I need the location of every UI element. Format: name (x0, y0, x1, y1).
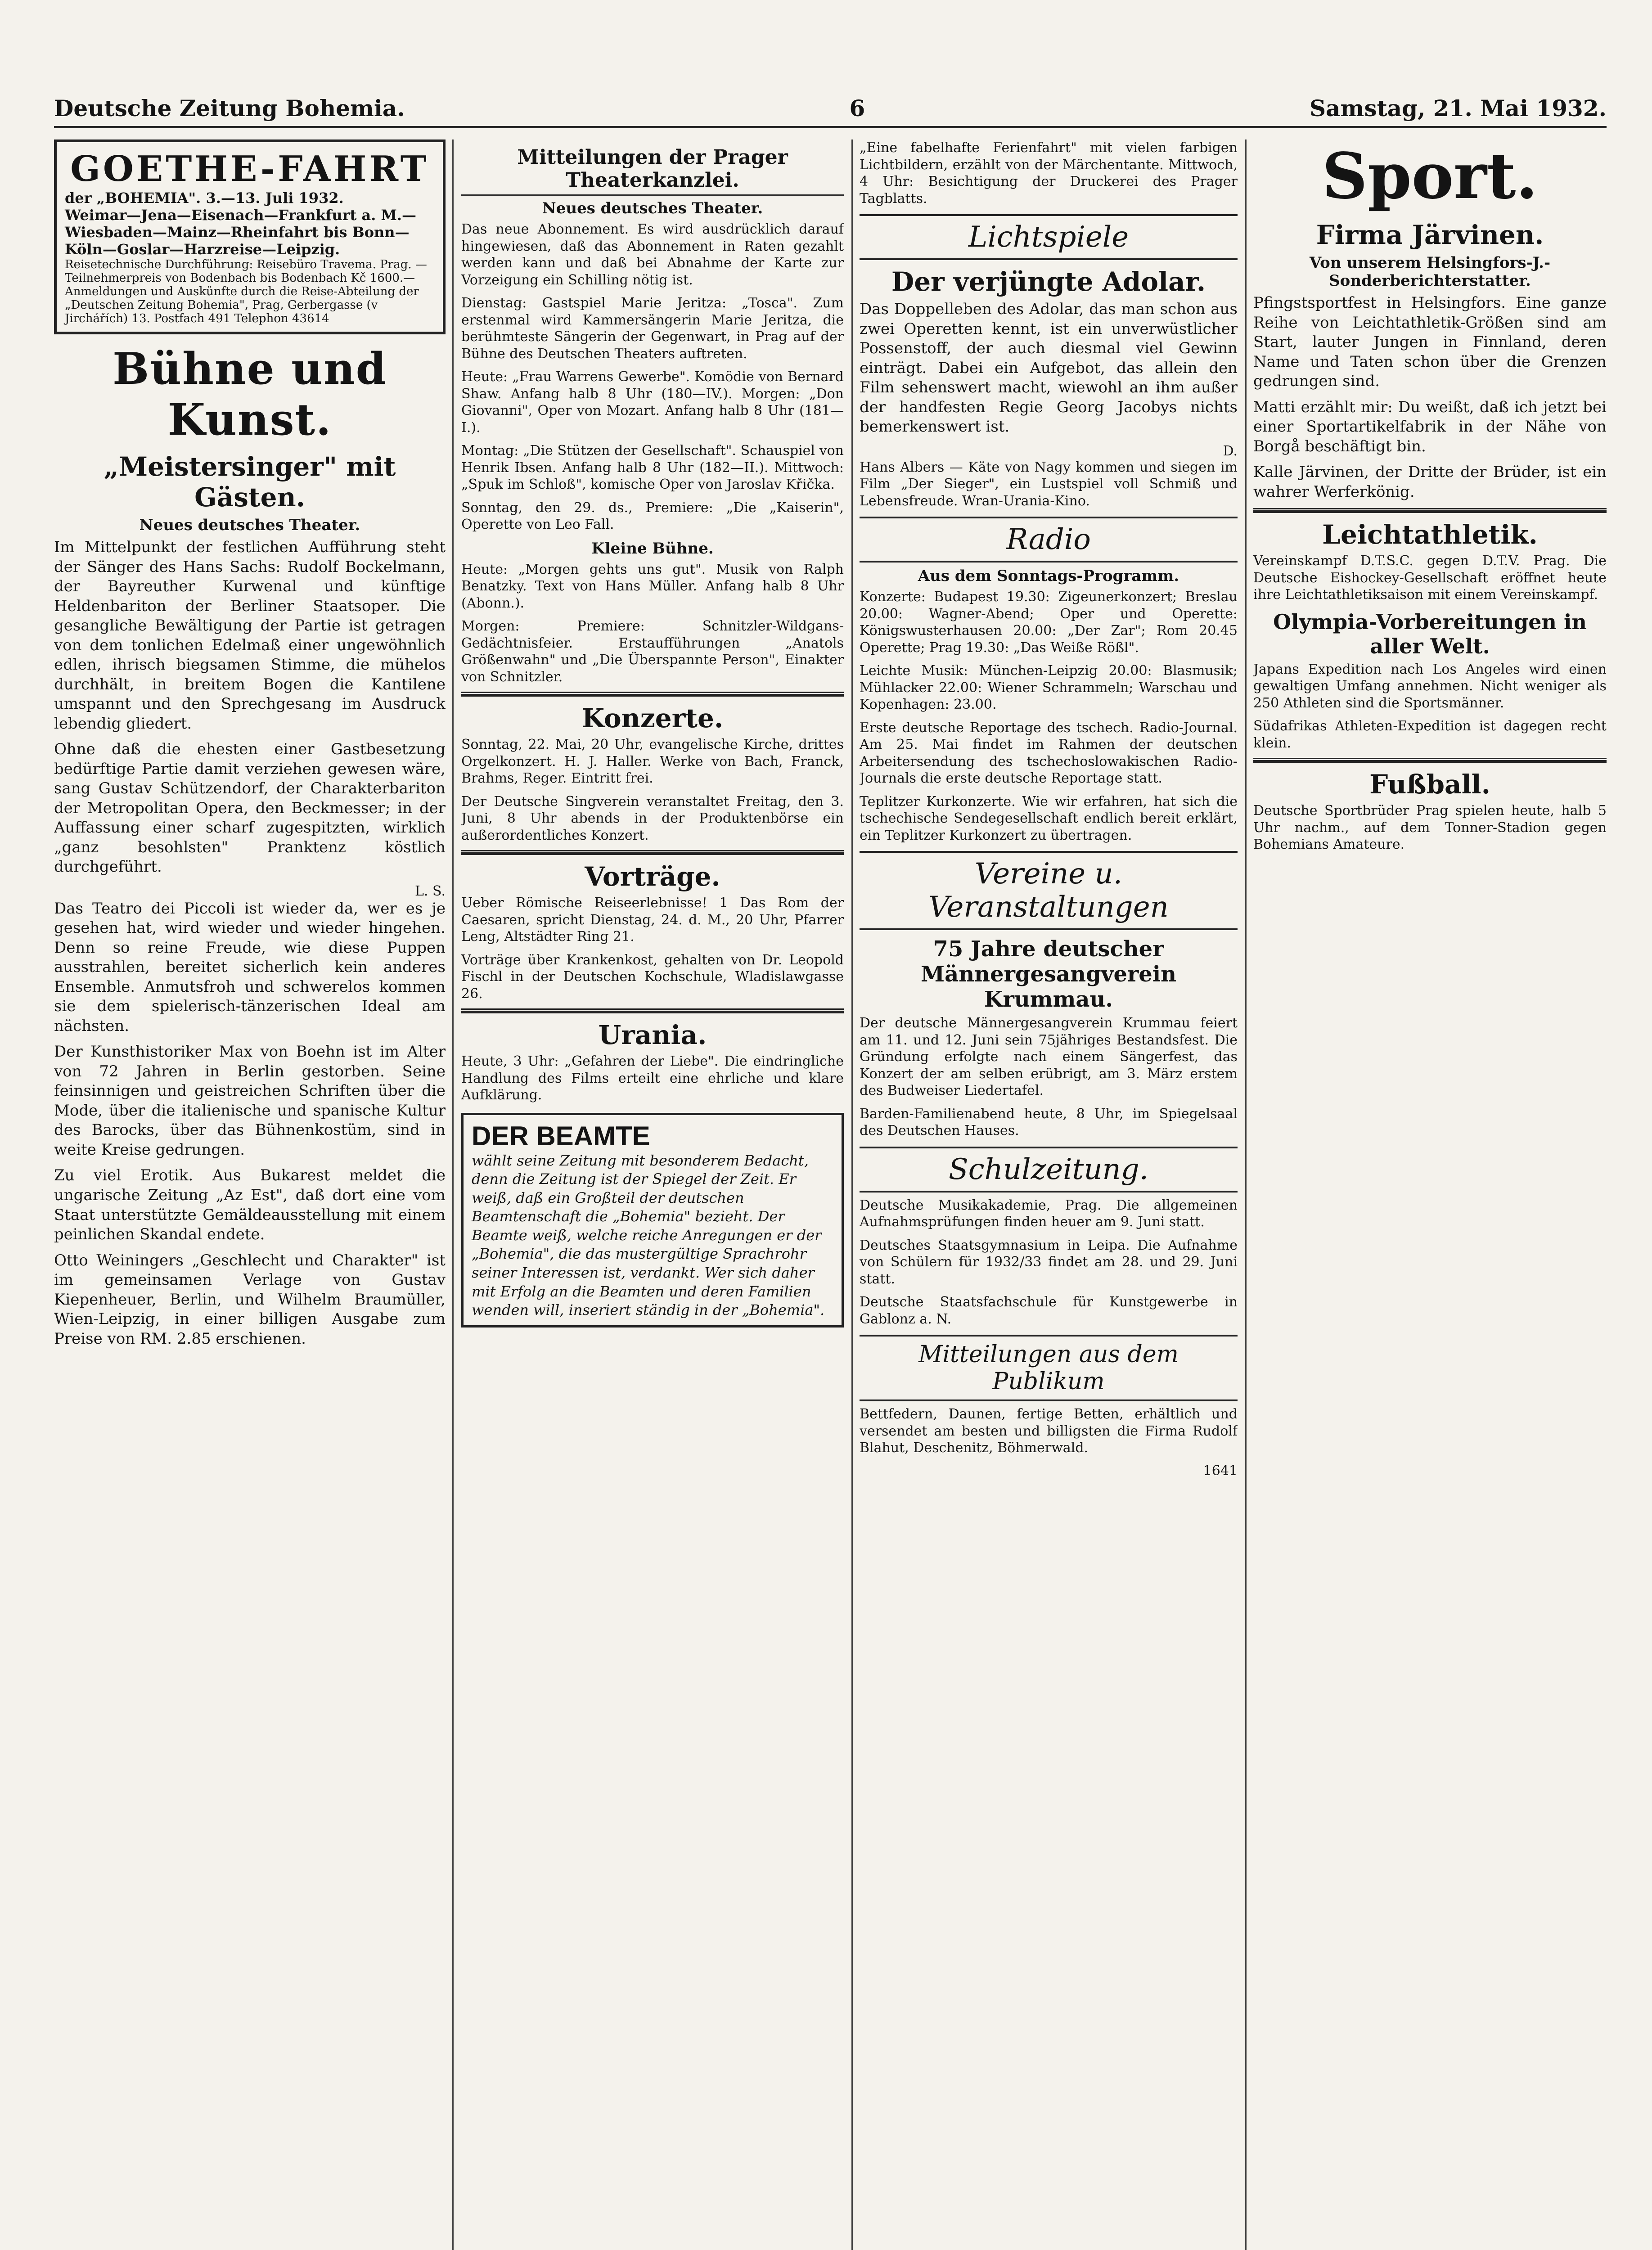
newspaper-page (54, 54, 1607, 2250)
article-headline: Der verjüngte Adolar. (891, 266, 1206, 297)
article-subhead: Von unserem Helsingfors-J.-Sonderberichterstatter. (1309, 254, 1551, 290)
notice-paragraph: Montag: „Die Stützen der Gesellschaft". Schauspiel von Henrik Ibsen. Anfang halb 8 Uhr (182—II.). Mittwoch: „Spuk im Schloß", komische Oper von Jaroslav Křička. (461, 443, 844, 492)
article-paragraph: Kalle Järvinen, der Dritte der Brüder, ist ein wahrer Werferkönig. (1253, 463, 1607, 501)
article-headline: „Meistersinger" mit Gästen. (104, 451, 396, 513)
section-title: Vorträge. (585, 861, 720, 892)
article-paragraph: Matti erzählt mir: Du weißt, daß ich jetzt bei einer Sportartikelfabrik in der Nähe von Borgå beschäftigt bin. (1253, 398, 1607, 455)
column-2 (461, 140, 844, 2250)
article-headline: Olympia-Vorbereitungen in aller Welt. (1273, 609, 1587, 658)
section-title: Leichtathletik. (1322, 519, 1538, 550)
goethe-fahrt-ad (54, 140, 446, 334)
notice-paragraph: Der Deutsche Singverein veranstaltet Freitag, den 3. Juni, 8 Uhr abends in der Produktenbörse ein außerordentliches Konzert. (461, 793, 844, 843)
ad-route: Köln—Goslar—Harzreise—Leipzig. (65, 241, 340, 258)
notice-paragraph: Konzerte: Budapest 19.30: Zigeunerkonzert; Breslau 20.00: Wagner-Abend; Oper und Operette: Königswusterhausen 20.00: „Der Zar"; Rom 20.45 Operette; Prag 19.30: „Das Weiße Rößl". (860, 589, 1238, 656)
notice-paragraph: „Eine fabelhafte Ferienfahrt" mit vielen farbigen Lichtbildern, erzählt von der Märchentante. Mittwoch, 4 Uhr: Besichtigung der Druckerei des Prager Tagblatts. (860, 140, 1238, 207)
notice-paragraph: Erste deutsche Reportage des tschech. Radio-Journal. Am 25. Mai findet im Rahmen der deutschen Arbeitersendung des tschechoslowakischen Radio-Journals die erste deutsche Reportage statt. (860, 720, 1238, 787)
article-paragraph: Otto Weiningers „Geschlecht und Charakter" ist im gemeinsamen Verlage von Gustav Kiepenheuer, Berlin, und Wilhelm Braumüller, Wien-Leipzig, in einer billigen Ausgabe zum Preise von RM. 2.85 erschienen. (54, 1251, 446, 1348)
notice-paragraph: Deutsche Sportbrüder Prag spielen heute, halb 5 Uhr nachm., auf dem Tonner-Stadion gegen Bohemians Amateure. (1253, 803, 1607, 853)
notice-paragraph: Südafrikas Athleten-Expedition ist dagegen recht klein. (1253, 718, 1607, 751)
section-title: Fußball. (1369, 769, 1490, 800)
notice-paragraph: Deutsche Musikakademie, Prag. Die allgemeinen Aufnahmsprüfungen finden heuer am 9. Juni statt. (860, 1197, 1238, 1230)
author-signature: L. S. (414, 883, 446, 899)
column-4 (1253, 140, 1607, 2250)
page-number: 6 (849, 94, 865, 122)
notice-paragraph: Das neue Abonnement. Es wird ausdrücklich darauf hingewiesen, daß das Abonnement in Raten gezahlt werden kann und daß bei Abnahme der Karte zur Vorzeigung ein Schilling nötig ist. (461, 221, 844, 288)
section-title: Vereine u. Veranstaltungen (860, 851, 1238, 930)
notice-paragraph: Heute: „Morgen gehts uns gut". Musik von Ralph Benatzky. Text von Hans Müller. Anfang halb 8 Uhr (Abonn.). (461, 561, 844, 611)
column-1 (54, 140, 446, 2250)
section-title: Sport. (1322, 140, 1538, 213)
ad-contact: Anmeldungen und Auskünfte durch die Reise-Abteilung der „Deutschen Zeitung Bohemia", Prag, Gerbergasse (v Jirchářích) 13. Postfach 491 Telephon 43614 (65, 285, 419, 325)
notice-paragraph: Ueber Römische Reiseerlebnisse! 1 Das Rom der Caesaren, spricht Dienstag, 24. d. M., 20 Uhr, Pfarrer Leng, Altstädter Ring 21. (461, 895, 844, 945)
section-divider (461, 850, 844, 855)
ad-route: Wiesbaden—Mainz—Rheinfahrt bis Bonn— (65, 224, 410, 241)
column-rule (452, 140, 454, 2250)
article-headline: 75 Jahre deutscher Männergesangverein Krummau. (921, 936, 1176, 1012)
column-3 (860, 140, 1238, 2250)
ad-subtitle: der „BOHEMIA". 3.—13. Juli 1932. (65, 189, 344, 207)
notice-paragraph: Japans Expedition nach Los Angeles wird einen gewaltigen Umfang annehmen. Nicht weniger als 250 Athleten sind die Sportsmänner. (1253, 661, 1607, 711)
notice-paragraph: Heute: „Frau Warrens Gewerbe". Komödie von Bernard Shaw. Anfang halb 8 Uhr (180—IV.). Morgen: „Don Giovanni", Oper von Mozart. Anfang halb 8 Uhr (181—I.). (461, 369, 844, 436)
notice-paragraph: Der deutsche Männergesangverein Krummau feiert am 11. und 12. Juni sein 75jähriges Bestandsfest. Die Gründung erfolgte nach einem Sängerfest, das Konzert der am selben erübrigt, am 3. März erstem des Budweiser Liedertafel. (860, 1015, 1238, 1099)
notice-paragraph: Vereinskampf D.T.S.C. gegen D.T.V. Prag. Die Deutsche Eishockey-Gesellschaft eröffnet heute ihre Leichtathletiksaison mit einem Vereinskampf. (1253, 553, 1607, 603)
section-divider (1253, 758, 1607, 763)
section-title: Konzerte. (581, 703, 724, 734)
article-paragraph: Der Kunsthistoriker Max von Boehn ist im Alter von 72 Jahren in Berlin gestorben. Seine feinsinnigen und geistreichen Schriften über die Mode, über die italienische und spanische Kultur des Barocks, über das Bühnenkostüm, sind in weite Kreise gedrungen. (54, 1043, 446, 1159)
notice-paragraph: Vorträge über Krankenkost, gehalten von Dr. Leopold Fischl in der Deutschen Kochschule, Wladislawgasse 26. (461, 952, 844, 1002)
running-head (54, 90, 1607, 128)
article-paragraph: Ohne daß die ehesten einer Gastbesetzung bedürftige Partie damit verziehen gewesen wäre, sang Gustav Schützendorf, der Charakterbariton der Metropolitan Opera, den Beckmesser; in der Auffassung einer scharf zugespitzten, wirklich „ganz besohlsten" Pranktenz köstlich durchgeführt. (54, 740, 446, 876)
article-paragraph: Zu viel Erotik. Aus Bukarest meldet die ungarische Zeitung „Az Est", daß dort eine vom Staat unterstützte Gemäldeausstellung mit einem peinlichen Skandal endete. (54, 1166, 446, 1244)
section-title: Radio (860, 517, 1238, 562)
author-signature: D. (1223, 443, 1238, 459)
ad-info: Reisetechnische Durchführung: Reisebüro Travema. Prag. — Teilnehmerpreis von Bodenbach bis Bodenbach Kč 1600.— (65, 258, 427, 285)
notice-paragraph: Morgen: Premiere: Schnitzler-Wildgans-Gedächtnisfeier. Erstaufführungen „Anatols Größenwahn" und „Die Überspannte Person", Einakter von Schnitzler. (461, 618, 844, 685)
article-headline: Firma Järvinen. (1316, 220, 1544, 250)
section-title: Schulzeitung. (860, 1147, 1238, 1192)
notice-paragraph: Sonntag, den 29. ds., Premiere: „Die „Kaiserin", Operette von Leo Fall. (461, 500, 844, 532)
notice-paragraph: Sonntag, 22. Mai, 20 Uhr, evangelische Kirche, drittes Orgelkonzert. H. J. Haller. Werke von Bach, Franck, Brahms, Reger. Eintritt frei. (461, 737, 844, 786)
ad-title: GOETHE-FAHRT (70, 148, 429, 189)
beamte-ad (461, 1113, 844, 1328)
notice-paragraph: Hans Albers — Käte von Nagy kommen und siegen im Film „Der Sieger", ein Lustspiel voll Schmiß und Lebensfreude. Wran-Urania-Kino. (860, 459, 1238, 509)
notice-paragraph: Deutsches Staatsgymnasium in Leipa. Die Aufnahme von Schülern für 1932/33 findet am 28. und 29. Juni statt. (860, 1237, 1238, 1287)
notice-paragraph: Heute, 3 Uhr: „Gefahren der Liebe". Die eindringliche Handlung des Films erteilt eine ehrliche und klare Aufklärung. (461, 1053, 844, 1103)
notice-paragraph: Bettfedern, Daunen, fertige Betten, erhältlich und versendet am besten und billigsten die Firma Rudolf Blahut, Deschenitz, Böhmerwald. (860, 1406, 1238, 1456)
section-title: Urania. (598, 1020, 707, 1050)
issue-date: Samstag, 21. Mai 1932. (1310, 94, 1607, 122)
ad-number: 1641 (1203, 1462, 1238, 1479)
section-subhead: Aus dem Sonntags-Programm. (918, 567, 1179, 585)
article-paragraph: Im Mittelpunkt der festlichen Aufführung steht der Sänger des Hans Sachs: Rudolf Bockelmann, der Bayreuther Kurwenal und künftige Heldenbariton der Berliner Staatsoper. Die gesangliche Bewältigung der Partie ist getragen von dem tonlichen Edelmaß einer ungewöhnlich edlen, ihrisch biegsamen Stimme, die mühelos durchhält, in breitem Bogen die Kantilene umspannt und den Sprechgesang im Ausdruck lebendig gliedert. (54, 538, 446, 733)
section-divider (1253, 508, 1607, 513)
column-rule (851, 140, 853, 2250)
ad-title: DER BEAMTE (472, 1120, 650, 1151)
ad-route: Weimar—Jena—Eisenach—Frankfurt a. M.— (65, 207, 417, 224)
article-paragraph: Das Teatro dei Piccoli ist wieder da, wer es je gesehen hat, wird wieder und wieder hingehen. Denn so reine Freude, wie diese Puppen ausstrahlen, bereitet sicherlich kein anderes Ensemble. Anmutsfroh und schwerelos kommen sie dem spielerisch-tänzerischen Ideal am nächsten. (54, 899, 446, 1035)
article-subhead: Neues deutsches Theater. (139, 516, 360, 534)
notice-paragraph: Dienstag: Gastspiel Marie Jeritza: „Tosca". Zum erstenmal wird Kammersängerin Marie Jeritza, die berühmteste Sängerin der Gegenwart, in Prag auf der Bühne des Deutschen Theaters auftreten. (461, 295, 844, 362)
section-divider (461, 692, 844, 697)
section-title: Mitteilungen der Prager Theaterkanzlei. (461, 146, 844, 196)
article-paragraph: Pfingstsportfest in Helsingfors. Eine ganze Reihe von Leichtathletik-Größen sind am Start, lauter Jungen in Finnland, deren Name und Taten schon über die Grenzen gedrungen sind. (1253, 294, 1607, 391)
notice-paragraph: Leichte Musik: München-Leipzig 20.00: Blasmusik; Mühlacker 22.00: Wiener Schrammeln; Warschau und Kopenhagen: 23.00. (860, 663, 1238, 713)
masthead-name: Deutsche Zeitung Bohemia. (54, 94, 405, 122)
section-title: Mitteilungen aus dem Publikum (860, 1335, 1238, 1401)
column-rule (1245, 140, 1247, 2250)
section-title: Lichtspiele (860, 214, 1238, 260)
section-title: Bühne und Kunst. (113, 343, 387, 445)
notice-paragraph: Barden-Familienabend heute, 8 Uhr, im Spiegelsaal des Deutschen Hauses. (860, 1106, 1238, 1139)
ad-body: wählt seine Zeitung mit besonderem Bedacht, denn die Zeitung ist der Spiegel der Zeit. Er weiß, daß ein Großteil der deutschen Beamtenschaft die „Bohemia" bezieht. Der Beamte weiß, welche reiche Anregungen er der „Bohemia", die das mustergültige Sprachrohr seiner Interessen ist, verdankt. Wer sich daher mit Erfolg an die Beamten und deren Familien wenden will, inseriert ständig in der „Bohemia". (472, 1152, 825, 1319)
notice-paragraph: Deutsche Staatsfachschule für Kunstgewerbe in Gablonz a. N. (860, 1294, 1238, 1327)
article-paragraph: Das Doppelleben des Adolar, das man schon aus zwei Operetten kennt, ist ein unverwüstlicher Possenstoff, der auch diesmal viel Gewinn einträgt. Dabei ein Aufgebot, das allein den Film sehenswert macht, wiewohl an ihm außer der handfesten Regie Georg Jacobys nichts bemerkenswert ist. (860, 300, 1238, 436)
notice-paragraph: Teplitzer Kurkonzerte. Wie wir erfahren, hat sich die tschechische Sendegesellschaft endlich bereit erklärt, ein Teplitzer Kurkonzert zu übertragen. (860, 793, 1238, 843)
section-subhead: Neues deutsches Theater. (542, 199, 763, 217)
section-divider (461, 1008, 844, 1013)
section-subhead: Kleine Bühne. (591, 539, 714, 558)
